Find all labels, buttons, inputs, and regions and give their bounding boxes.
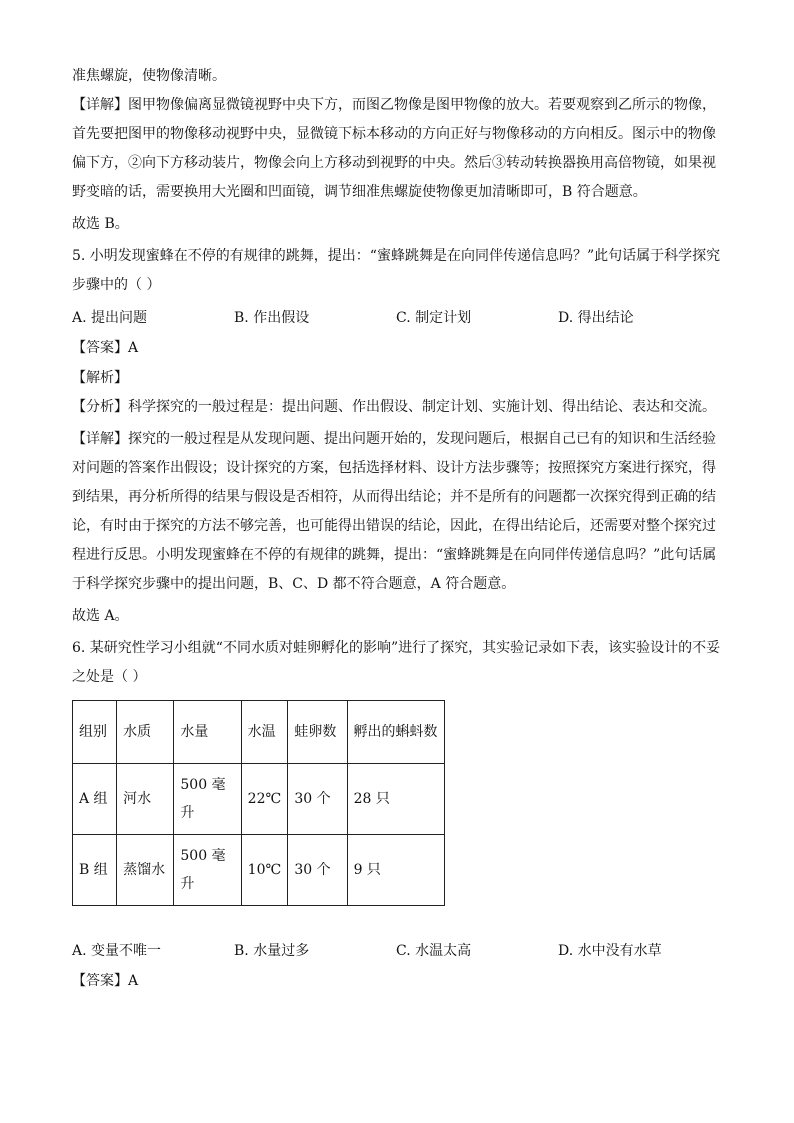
- table-cell: 10℃: [241, 835, 288, 906]
- q6-stem: 6. 某研究性学习小组就“不同水质对蛙卵孵化的影响”进行了探究，其实验记录如下表，该实验设计的不妥之处是（ ）: [72, 640, 721, 685]
- q5-options: [72, 303, 724, 333]
- table-header-cell: 水质: [117, 701, 174, 764]
- intro-line: 准焦螺旋，使物像清晰。: [72, 68, 226, 84]
- table-header-cell: 水量: [174, 701, 241, 764]
- q5-detail-paragraph: [72, 425, 724, 599]
- experiment-table: [72, 700, 445, 906]
- q5-option-c: C. 制定计划: [396, 310, 472, 326]
- q5-option-a: A. 提出问题: [72, 310, 148, 326]
- table-cell: 蒸馏水: [117, 835, 174, 906]
- prev-conclusion: 故选 B。: [72, 216, 129, 232]
- table-row: [73, 835, 445, 906]
- table-header-cell: 组别: [73, 701, 117, 764]
- detail-tag: 【详解】: [72, 97, 128, 113]
- answer-value: A: [128, 973, 139, 989]
- q5-option-b: B. 作出假设: [234, 310, 310, 326]
- table-cell: A 组: [73, 764, 117, 835]
- table-header-row: [73, 701, 445, 764]
- prev-detail-paragraph: [72, 91, 724, 207]
- q5-analysis-tag: 【解析】: [72, 370, 128, 386]
- q6-option-b: B. 水量过多: [234, 943, 310, 959]
- table-row: [73, 764, 445, 835]
- q5-stem: 5. 小明发现蜜蜂在不停的有规律的跳舞，提出：“蜜蜂跳舞是在向同伴传递信息吗？”此句话属于科学探究步骤中的（ ）: [72, 248, 721, 293]
- table-cell: 500 毫升: [174, 835, 241, 906]
- table-cell: 28 只: [347, 764, 444, 835]
- table-cell: 河水: [117, 764, 174, 835]
- table-cell: 500 毫升: [174, 764, 241, 835]
- q5-fenxi-text: 科学探究的一般过程是：提出问题、作出假设、制定计划、实施计划、得出结论、表达和交流。: [128, 399, 716, 415]
- table-cell: B 组: [73, 835, 117, 906]
- table-header-cell: 蛙卵数: [288, 701, 347, 764]
- fenxi-tag: 【分析】: [72, 399, 128, 415]
- q5-answer: [72, 333, 724, 363]
- q6-options: [72, 936, 724, 966]
- q5-detail-text: 探究的一般过程是从发现问题、提出问题开始的，发现问题后，根据自己已有的知识和生活经验对问题的答案作出假设；设计探究的方案，包括选择材料、设计方法步骤等；按照探究方案进行探究，得到结果，再分析所得的结果与假设是否相符，从而得出结论；并不是所有的问题都一次探究得到正确的结论，有时由于探究的方法不够完善，也可能得出错误的结论，因此，在得出结论后，还需要对整个探究过程进行反思。小明发现蜜蜂在不停的有规律的跳舞，提出：“蜜蜂跳舞是在向同伴传递信息吗？”此句话属于科学探究步骤中的提出问题，B、C、D 都不符合题意，A 符合题意。: [72, 431, 717, 592]
- table-cell: 30 个: [288, 764, 347, 835]
- table-header-cell: 水温: [241, 701, 288, 764]
- q6-option-a: A. 变量不唯一: [72, 943, 162, 959]
- q6-option-c: C. 水温太高: [396, 943, 472, 959]
- q6-option-d: D. 水中没有水草: [558, 943, 662, 959]
- answer-tag: 【答案】: [72, 340, 128, 356]
- q6-answer: [72, 966, 724, 996]
- table-cell: 22℃: [241, 764, 288, 835]
- prev-detail-text: 图甲物像偏离显微镜视野中央下方，而图乙物像是图甲物像的放大。若要观察到乙所示的物像，首先要把图甲的物像移动视野中央，显微镜下标本移动的方向正好与物像移动的方向相反。图示中的物像偏下方，②向下方移动装片，物像会向上方移动到视野的中央。然后③转动转换器换用高倍物镜，如果视野变暗的话，需要换用大光圈和凹面镜，调节细准焦螺旋使物像更加清晰即可，B 符合题意。: [72, 97, 716, 200]
- table-cell: 9 只: [347, 835, 444, 906]
- answer-value: A: [128, 340, 139, 356]
- answer-tag: 【答案】: [72, 973, 128, 989]
- q5-fenxi-paragraph: [72, 393, 724, 422]
- q5-conclusion: 故选 A。: [72, 608, 129, 624]
- q5-option-d: D. 得出结论: [558, 310, 634, 326]
- detail-tag: 【详解】: [72, 431, 128, 447]
- table-cell: 30 个: [288, 835, 347, 906]
- table-header-cell: 孵出的蝌蚪数: [347, 701, 444, 764]
- document-page: [72, 62, 724, 996]
